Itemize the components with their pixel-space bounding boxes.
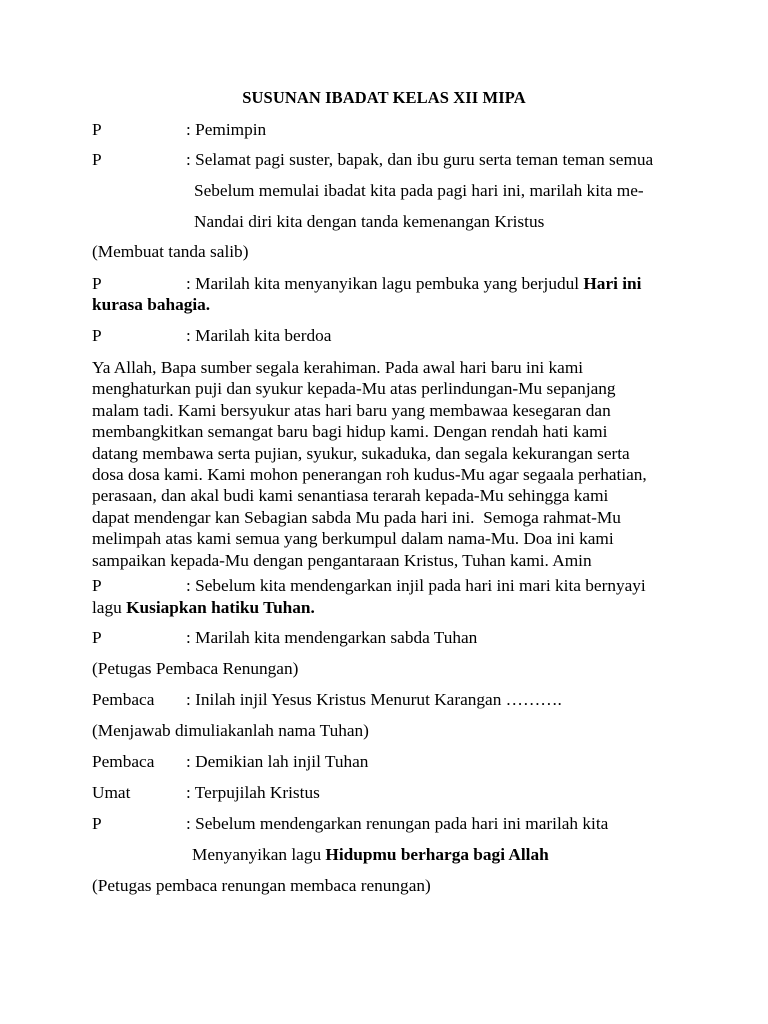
role-label: P bbox=[92, 814, 102, 833]
line-continuation: Sebelum memulai ibadat kita pada pagi hari ini, marilah kita me- bbox=[194, 181, 644, 200]
song-title: kurasa bahagia. bbox=[92, 295, 211, 314]
song-title: Hari ini bbox=[583, 274, 642, 293]
role-label: P bbox=[92, 274, 102, 293]
line-text: : Sebelum kita mendengarkan injil pada hari ini mari kita bernyayi bbox=[186, 576, 646, 595]
instruction-note: (Petugas Pembaca Renungan) bbox=[92, 659, 299, 678]
line-text: : Demikian lah injil Tuhan bbox=[186, 752, 369, 771]
song-title: Hidupmu berharga bagi Allah bbox=[325, 845, 549, 864]
prayer-line: menghaturkan puji dan syukur kepada-Mu atas perlindungan-Mu sepanjang bbox=[92, 379, 616, 399]
line-text: : Inilah injil Yesus Kristus Menurut Karangan ………. bbox=[186, 690, 562, 709]
prayer-line: datang membawa serta pujian, syukur, sukaduka, dan segala kekurangan serta bbox=[92, 443, 630, 463]
line-text: : Pemimpin bbox=[186, 120, 267, 139]
line-continuation bbox=[92, 598, 315, 618]
line-text: : Sebelum mendengarkan renungan pada hari ini marilah kita bbox=[186, 814, 609, 833]
role-label: Pembaca bbox=[92, 752, 155, 771]
line-continuation: Nandai diri kita dengan tanda kemenangan Kristus bbox=[194, 212, 545, 231]
prayer-line: sampaikan kepada-Mu dengan pengantaraan Kristus, Tuhan kami. Amin bbox=[92, 550, 592, 570]
line-text: : Marilah kita berdoa bbox=[186, 326, 332, 345]
line-text-plain: : Marilah kita menyanyikan lagu pembuka yang berjudul bbox=[186, 274, 584, 293]
song-title-continuation bbox=[92, 295, 210, 315]
prayer-line: Ya Allah, Bapa sumber segala kerahiman. Pada awal hari baru ini kami bbox=[92, 358, 584, 377]
prayer-line: malam tadi. Kami bersyukur atas hari baru yang membawaa kesegaran dan bbox=[92, 400, 611, 420]
role-label: Pembaca bbox=[92, 690, 155, 709]
instruction-note: (Petugas pembaca renungan membaca renungan) bbox=[92, 876, 431, 895]
line-text-plain: lagu bbox=[92, 598, 127, 617]
prayer-paragraph bbox=[92, 357, 692, 571]
role-label: P bbox=[92, 150, 102, 169]
role-label: P bbox=[92, 628, 102, 647]
line-text: : Selamat pagi suster, bapak, dan ibu guru serta teman teman semua bbox=[186, 150, 654, 169]
line-continuation bbox=[192, 845, 549, 865]
role-label: P bbox=[92, 120, 102, 139]
line-text: : Marilah kita mendengarkan sabda Tuhan bbox=[186, 628, 478, 647]
instruction-note: (Membuat tanda salib) bbox=[92, 242, 249, 261]
role-label: Umat bbox=[92, 783, 131, 802]
line-text: : Terpujilah Kristus bbox=[186, 783, 320, 802]
role-label: P bbox=[92, 576, 102, 595]
role-label: P bbox=[92, 326, 102, 345]
line-text-plain: Menyanyikan lagu bbox=[192, 845, 326, 864]
prayer-line: dapat mendengar kan Sebagian sabda Mu pada hari ini. Semoga rahmat-Mu bbox=[92, 507, 621, 527]
instruction-note: (Menjawab dimuliakanlah nama Tuhan) bbox=[92, 721, 369, 740]
song-title: Kusiapkan hatiku Tuhan. bbox=[126, 598, 315, 617]
prayer-line: melimpah atas kami semua yang berkumpul dalam nama-Mu. Doa ini kami bbox=[92, 529, 614, 549]
line-text bbox=[186, 274, 641, 294]
prayer-line: perasaan, dan akal budi kami senantiasa terarah kepada-Mu sehingga kami bbox=[92, 486, 609, 506]
prayer-line: membangkitkan semangat baru bagi hidup kami. Dengan rendah hati kami bbox=[92, 422, 608, 442]
document-title: SUSUNAN IBADAT KELAS XII MIPA bbox=[242, 88, 526, 107]
prayer-line: dosa dosa kami. Kami mohon penerangan roh kudus-Mu agar segaala perhatian, bbox=[92, 464, 647, 484]
